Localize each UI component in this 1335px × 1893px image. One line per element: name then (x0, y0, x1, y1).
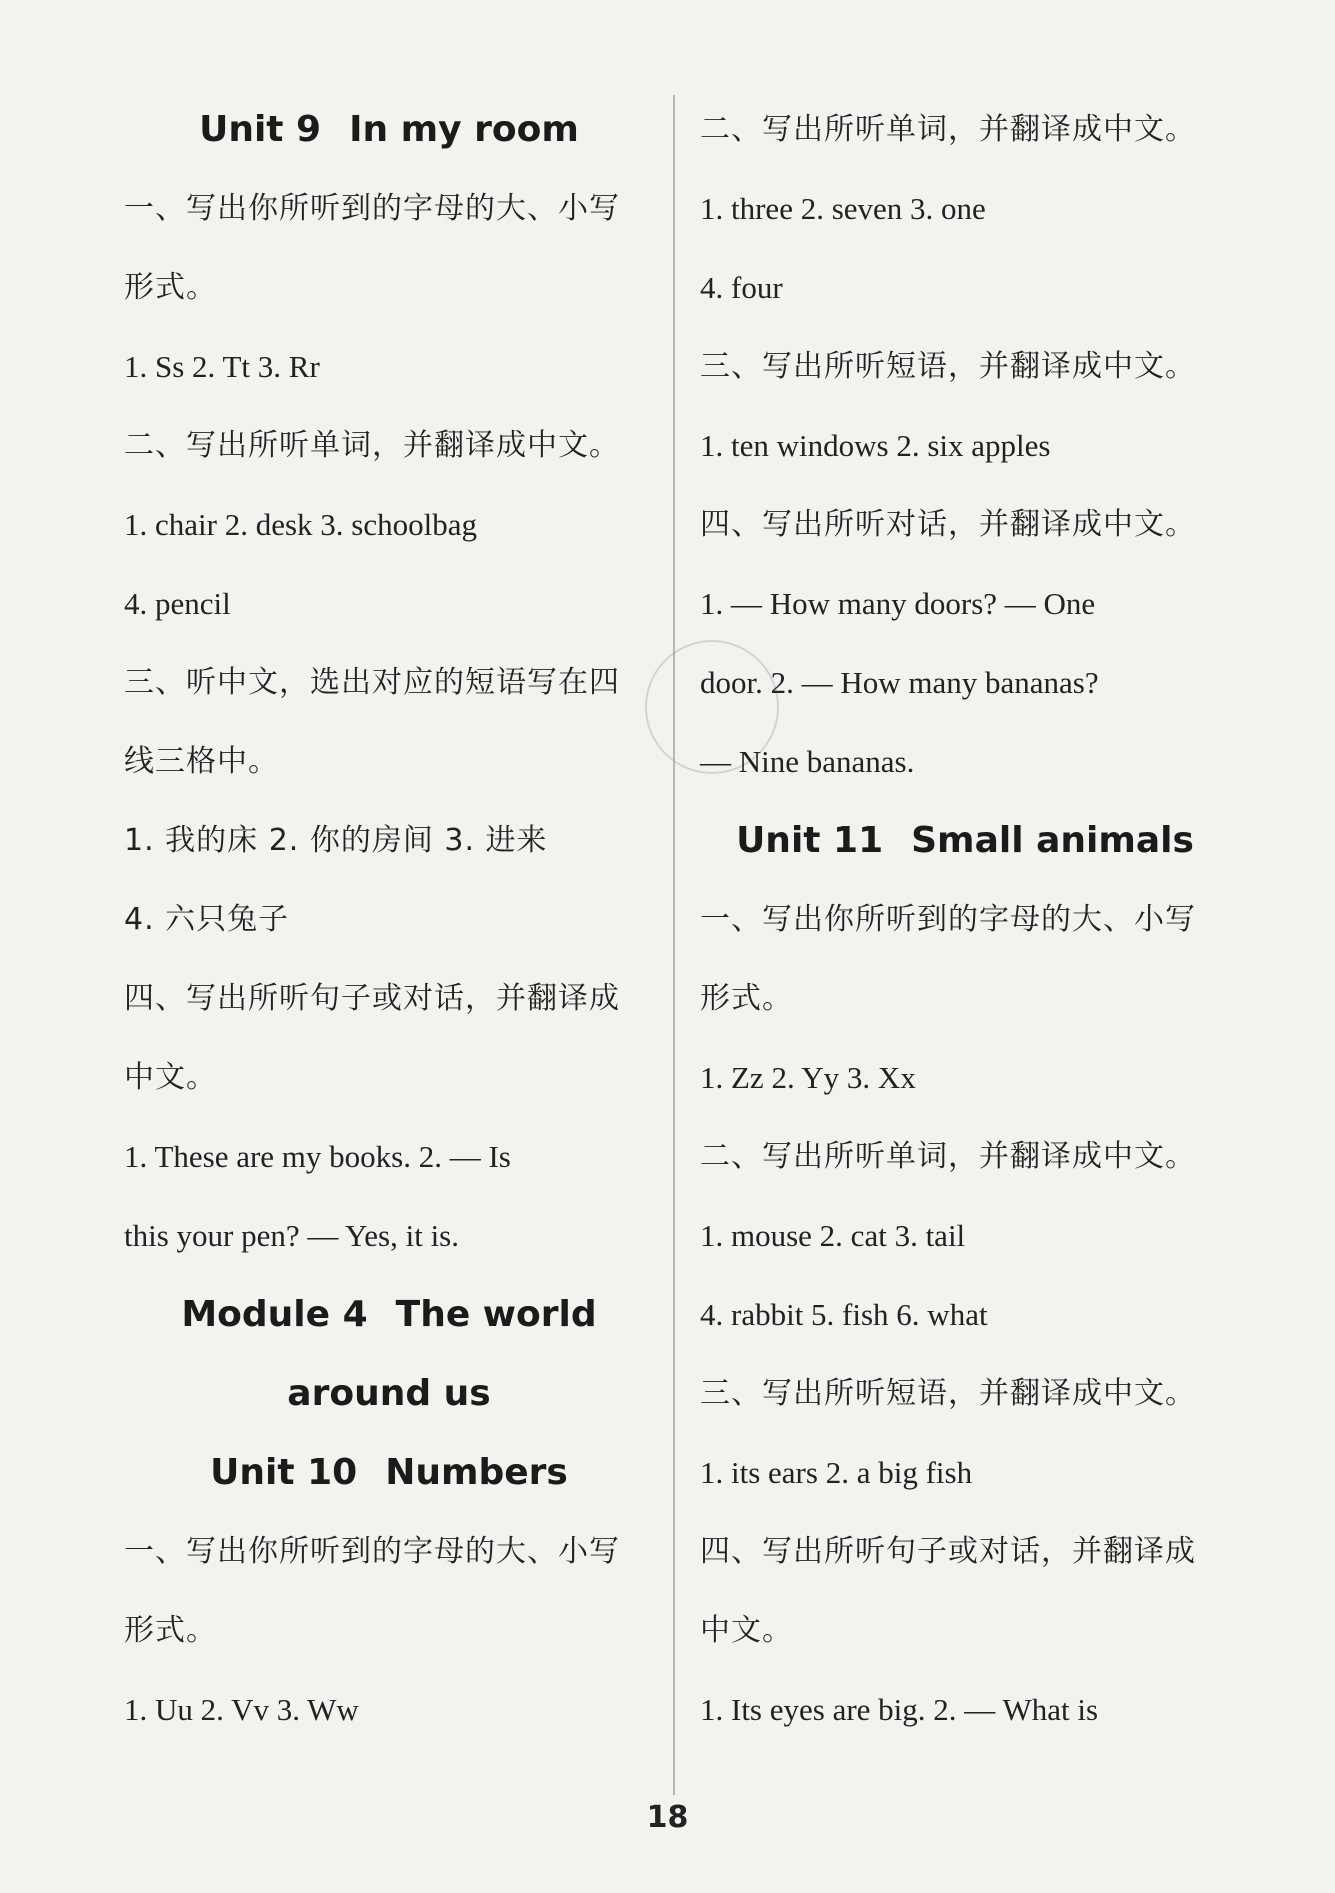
instruction-line: 二、写出所听单词，并翻译成中文。 (700, 1139, 1196, 1174)
section-heading (124, 1275, 654, 1354)
answer-line: 1. its ears 2. a big fish (700, 1455, 973, 1490)
column-divider (673, 95, 675, 1795)
instruction-line: 四、写出所听句子或对话，并翻译成 (124, 981, 620, 1016)
answer-line: 1. ten windows 2. six apples (700, 428, 1051, 463)
answer-line: 1. Uu 2. Vv 3. Ww (124, 1692, 359, 1727)
instruction-line: 形式。 (124, 270, 217, 305)
instruction-line: 线三格中。 (124, 744, 279, 779)
instruction-line: 4. 六只兔子 (124, 902, 290, 937)
answer-line: — Nine bananas. (700, 744, 915, 779)
instruction-line: 形式。 (700, 981, 793, 1016)
answer-line: 4. pencil (124, 586, 231, 621)
section-heading (700, 801, 1230, 880)
answer-line: 4. four (700, 270, 783, 305)
heading-part: around us (287, 1373, 491, 1414)
answer-line: 1. Zz 2. Yy 3. Xx (700, 1060, 916, 1095)
heading-part: The world (395, 1294, 597, 1335)
answer-line: 1. Its eyes are big. 2. — What is (700, 1692, 1099, 1727)
instruction-line: 二、写出所听单词，并翻译成中文。 (124, 428, 620, 463)
instruction-line: 中文。 (124, 1060, 217, 1095)
section-heading (124, 1433, 654, 1512)
answer-line: 1. — How many doors? — One (700, 586, 1096, 621)
answer-line: door. 2. — How many bananas? (700, 665, 1099, 700)
heading-part: Module 4 (181, 1294, 368, 1335)
answer-line: 1. mouse 2. cat 3. tail (700, 1218, 966, 1253)
instruction-line: 四、写出所听句子或对话，并翻译成 (700, 1534, 1196, 1569)
instruction-line: 二、写出所听单词，并翻译成中文。 (700, 112, 1196, 147)
left-column (124, 90, 654, 1749)
answer-line: 1. Ss 2. Tt 3. Rr (124, 349, 320, 384)
instruction-line: 一、写出你所听到的字母的大、小写 (700, 902, 1196, 937)
heading-part: Unit 10 (210, 1452, 358, 1493)
instruction-line: 形式。 (124, 1613, 217, 1648)
instruction-line: 一、写出你所听到的字母的大、小写 (124, 1534, 620, 1569)
answer-line: 1. These are my books. 2. — Is (124, 1139, 511, 1174)
heading-part: Small animals (911, 820, 1194, 861)
heading-part: Numbers (385, 1452, 568, 1493)
instruction-line: 三、写出所听短语，并翻译成中文。 (700, 349, 1196, 384)
heading-part: Unit 9 (199, 109, 322, 150)
answer-line: 1. three 2. seven 3. one (700, 191, 986, 226)
section-heading (124, 1354, 654, 1433)
instruction-line: 一、写出你所听到的字母的大、小写 (124, 191, 620, 226)
heading-part: Unit 11 (736, 820, 884, 861)
answer-line: 4. rabbit 5. fish 6. what (700, 1297, 988, 1332)
answer-line: 1. chair 2. desk 3. schoolbag (124, 507, 477, 542)
instruction-line: 1. 我的床 2. 你的房间 3. 进来 (124, 823, 548, 858)
right-column (700, 90, 1230, 1749)
instruction-line: 三、写出所听短语，并翻译成中文。 (700, 1376, 1196, 1411)
instruction-line: 三、听中文，选出对应的短语写在四 (124, 665, 620, 700)
answer-line: this your pen? — Yes, it is. (124, 1218, 459, 1253)
instruction-line: 四、写出所听对话，并翻译成中文。 (700, 507, 1196, 542)
page-number: 18 (646, 1800, 689, 1835)
heading-part: In my room (349, 109, 579, 150)
instruction-line: 中文。 (700, 1613, 793, 1648)
section-heading (124, 90, 654, 169)
